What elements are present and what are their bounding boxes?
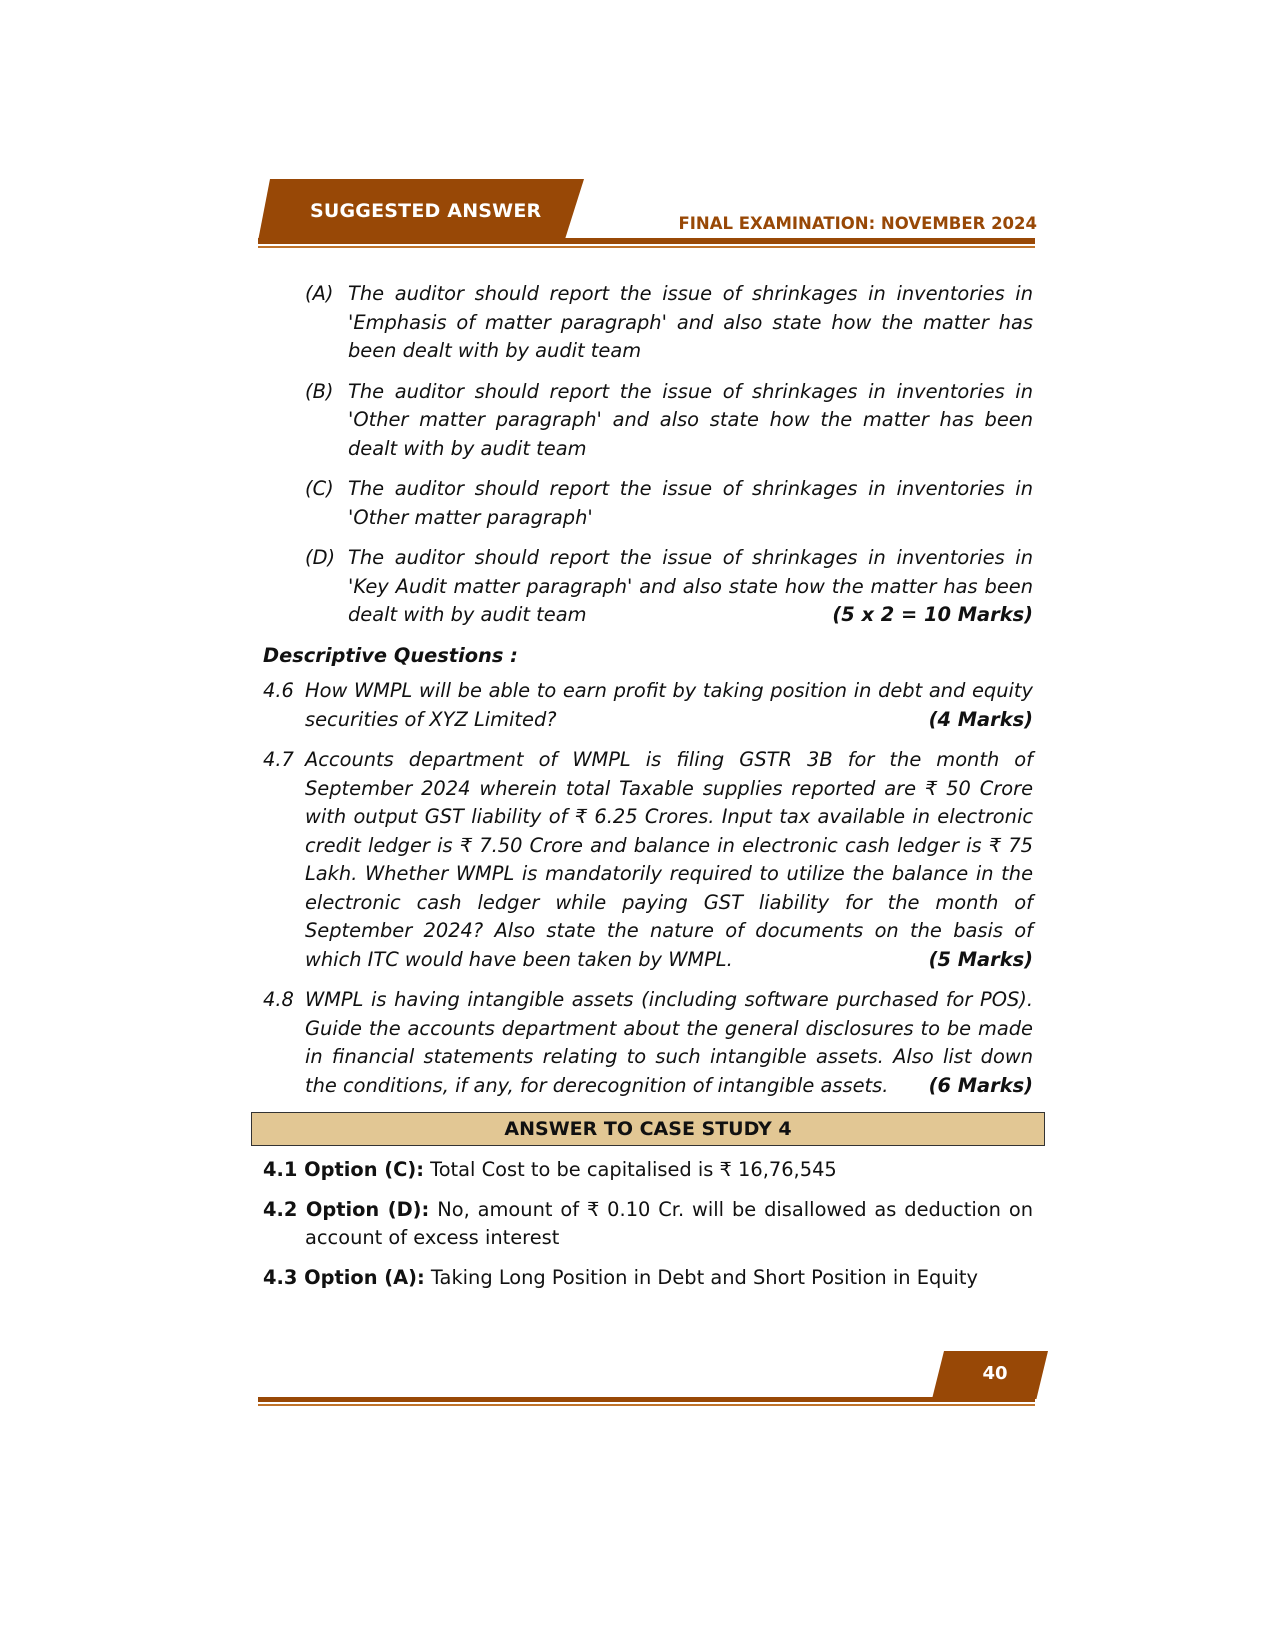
question-4-8 [263, 986, 1033, 1100]
answer-4-3 [263, 1264, 1033, 1293]
footer-rule [258, 1397, 1035, 1402]
descriptive-title: Descriptive Questions : [263, 643, 518, 667]
question-text: How WMPL will be able to earn profit by taking position in debt and equity securities of XYZ Limited? [305, 679, 1033, 731]
option-label: (C) [305, 477, 334, 500]
option-b [263, 378, 1033, 464]
header-rule [258, 238, 1035, 244]
answer-label: 4.3 Option (A): [263, 1265, 425, 1289]
marks-label: (4 Marks) [928, 707, 1033, 731]
option-label: (D) [305, 546, 336, 569]
option-d [263, 544, 1033, 630]
option-text: The auditor should report the issue of shrinkages in inventories in 'Other matter paragraph' and also state how the matter has been dealt with by audit team [348, 379, 1033, 460]
question-number: 4.7 [263, 748, 294, 771]
header-rule-thin [258, 246, 1035, 248]
marks-label: (5 Marks) [928, 947, 1033, 971]
option-a [263, 280, 1033, 366]
exam-title: FINAL EXAMINATION: NOVEMBER 2024 [678, 214, 1037, 233]
header-tab-label: SUGGESTED ANSWER [310, 200, 542, 222]
option-c [263, 475, 1033, 532]
option-label: (A) [305, 282, 334, 305]
option-text: The auditor should report the issue of shrinkages in inventories in 'Emphasis of matter paragraph' and also state how the matter has been dealt with by audit team [348, 282, 1033, 362]
marks-label: (6 Marks) [928, 1073, 1033, 1097]
answer-4-1 [263, 1156, 1033, 1185]
answer-text: No, amount of ₹ 0.10 Cr. will be disallowed as deduction on account of excess interest [305, 1197, 1033, 1249]
question-text: Accounts department of WMPL is filing GSTR 3B for the month of September 2024 wherein total Taxable supplies reported are ₹ 50 Crore with output GST liability of ₹ 6.25 Crores. Input tax available in electronic credit ledger is ₹ 7.50 Crore and balance in electronic cash ledger is ₹ 75 Lakh. Whether WMPL is mandatorily required to utilize the balance in the electronic cash ledger while paying GST liability for the month of September 2024? Also state the nature of documents on the basis of which ITC would have been taken by WMPL. [305, 748, 1033, 971]
question-number: 4.8 [263, 988, 294, 1011]
answer-label: 4.1 Option (C): [263, 1158, 424, 1181]
answer-4-2 [263, 1196, 1033, 1253]
option-label: (B) [305, 379, 334, 403]
page-content [263, 280, 1033, 1303]
answer-text: Taking Long Position in Debt and Short Position in Equity [430, 1265, 979, 1289]
answer-text: Total Cost to be capitalised is ₹ 16,76,545 [430, 1158, 837, 1181]
option-text: The auditor should report the issue of shrinkages in inventories in 'Key Audit matter paragraph' and also state how the matter has been dealt with by audit team [348, 546, 1033, 626]
answer-section-title: ANSWER TO CASE STUDY 4 [251, 1112, 1045, 1146]
option-text: The auditor should report the issue of shrinkages in inventories in 'Other matter paragraph' [348, 477, 1033, 529]
footer-rule-thin [258, 1404, 1035, 1406]
question-4-7 [263, 746, 1033, 974]
marks-label: (5 x 2 = 10 Marks) [832, 603, 1033, 626]
question-text: WMPL is having intangible assets (including software purchased for POS). Guide the accounts department about the general disclosures to be made in financial statements relating to such intangible assets. Also list down the conditions, if any, for derecognition of intangible assets. [305, 988, 1033, 1097]
answer-label: 4.2 Option (D): [263, 1197, 430, 1221]
question-4-6 [263, 677, 1033, 734]
question-number: 4.6 [263, 679, 294, 702]
page-number: 40 [982, 1363, 1008, 1384]
